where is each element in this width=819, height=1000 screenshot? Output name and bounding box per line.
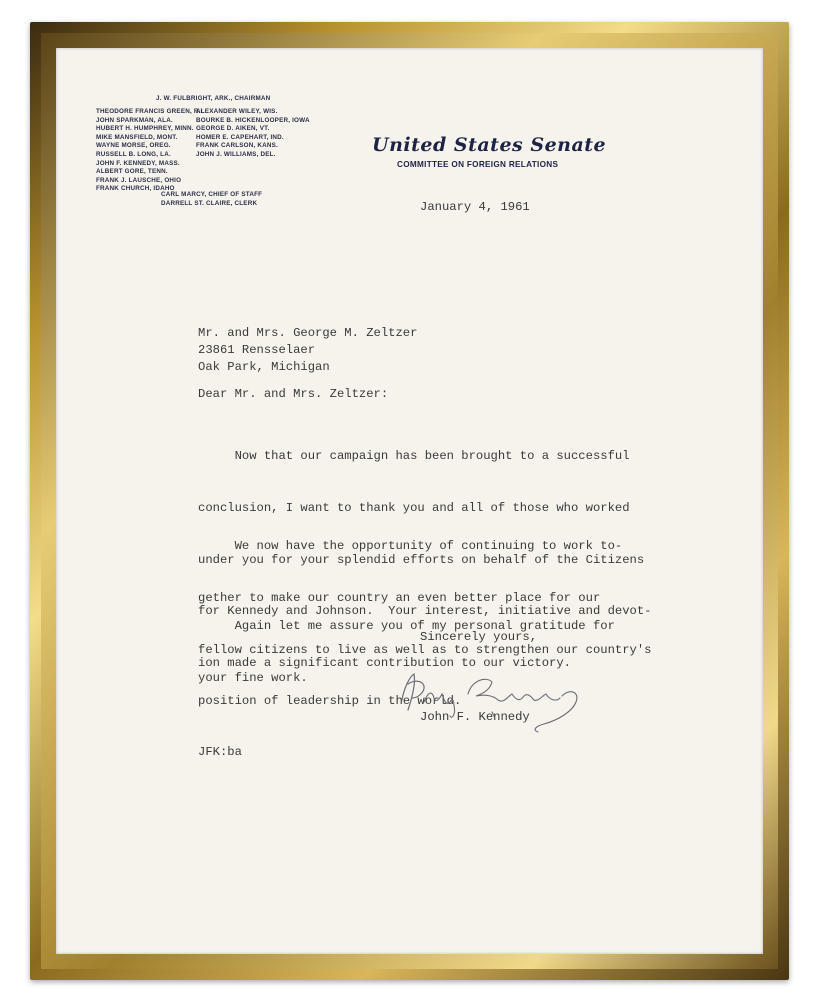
body-line: gether to make our country an even better place for our — [198, 591, 601, 606]
body-line: fellow citizens to live as well as to strengthen our country's — [198, 642, 652, 657]
body-line: position of leadership in the world. — [198, 694, 462, 709]
committee-members-left — [96, 108, 204, 194]
address-line: Mr. and Mrs. George M. Zeltzer — [198, 326, 418, 340]
member-name: ALEXANDER WILEY, WIS. — [196, 108, 278, 115]
member-name: RUSSELL B. LONG, LA. — [96, 150, 171, 158]
member-name: JOHN SPARKMAN, ALA. — [96, 116, 173, 124]
member-name: HUBERT H. HUMPHREY, MINN. — [96, 125, 194, 133]
body-line: conclusion, I want to thank you and all of those who worked — [198, 501, 630, 516]
staff-line: CARL MARCY, CHIEF OF STAFF — [161, 191, 263, 198]
address-line: 23861 Rensselaer — [198, 343, 316, 358]
body-line: your fine work. — [198, 671, 308, 686]
chairman-line: J. W. FULBRIGHT, ARK., CHAIRMAN — [156, 95, 271, 102]
committee-members-right — [196, 108, 310, 160]
salutation: Dear Mr. and Mrs. Zeltzer: — [198, 387, 389, 401]
letter-date: January 4, 1961 — [420, 200, 530, 214]
body-line: Again let me assure you of my personal gratitude for — [198, 619, 615, 634]
body-line: We now have the opportunity of continuing to work to- — [198, 539, 623, 554]
member-name: FRANK CARLSON, KANS. — [196, 142, 279, 150]
staff-line: DARRELL ST. CLAIRE, CLERK — [161, 199, 258, 207]
member-name: BOURKE B. HICKENLOOPER, IOWA — [196, 116, 310, 124]
letterhead-title: United States Senate — [372, 134, 607, 156]
member-name: JOHN F. KENNEDY, MASS. — [96, 159, 180, 167]
member-name: ALBERT GORE, TENN. — [96, 168, 168, 176]
signer-name: John F. Kennedy — [420, 710, 530, 724]
recipient-address — [198, 325, 417, 377]
body-line: under you for your splendid efforts on behalf of the Citizens — [198, 552, 645, 567]
member-name: FRANK CHURCH, IDAHO — [96, 185, 175, 193]
member-name: HOMER E. CAPEHART, IND. — [196, 133, 284, 141]
letterhead-committee: COMMITTEE ON FOREIGN RELATIONS — [397, 160, 559, 169]
body-line: Now that our campaign has been brought to a successful — [198, 449, 630, 464]
member-name: MIKE MANSFIELD, MONT. — [96, 133, 178, 141]
member-name: WAYNE MORSE, OREG. — [96, 142, 171, 150]
letter-paper — [56, 48, 763, 954]
member-name: JOHN J. WILLIAMS, DEL. — [196, 150, 276, 158]
body-line: ion made a significant contribution to our victory. — [198, 655, 571, 670]
reference-initials: JFK:ba — [198, 745, 242, 759]
member-name: THEODORE FRANCIS GREEN, R.I. — [96, 108, 205, 115]
picture-frame — [30, 22, 789, 980]
frame-molding — [41, 33, 778, 969]
body-line: for Kennedy and Johnson. Your interest, initiative and devot- — [198, 604, 652, 619]
committee-staff — [161, 191, 262, 208]
closing: Sincerely yours, — [420, 630, 538, 644]
member-name: FRANK J. LAUSCHE, OHIO — [96, 176, 182, 184]
address-line: Oak Park, Michigan — [198, 360, 330, 375]
member-name: GEORGE D. AIKEN, VT. — [196, 125, 270, 133]
